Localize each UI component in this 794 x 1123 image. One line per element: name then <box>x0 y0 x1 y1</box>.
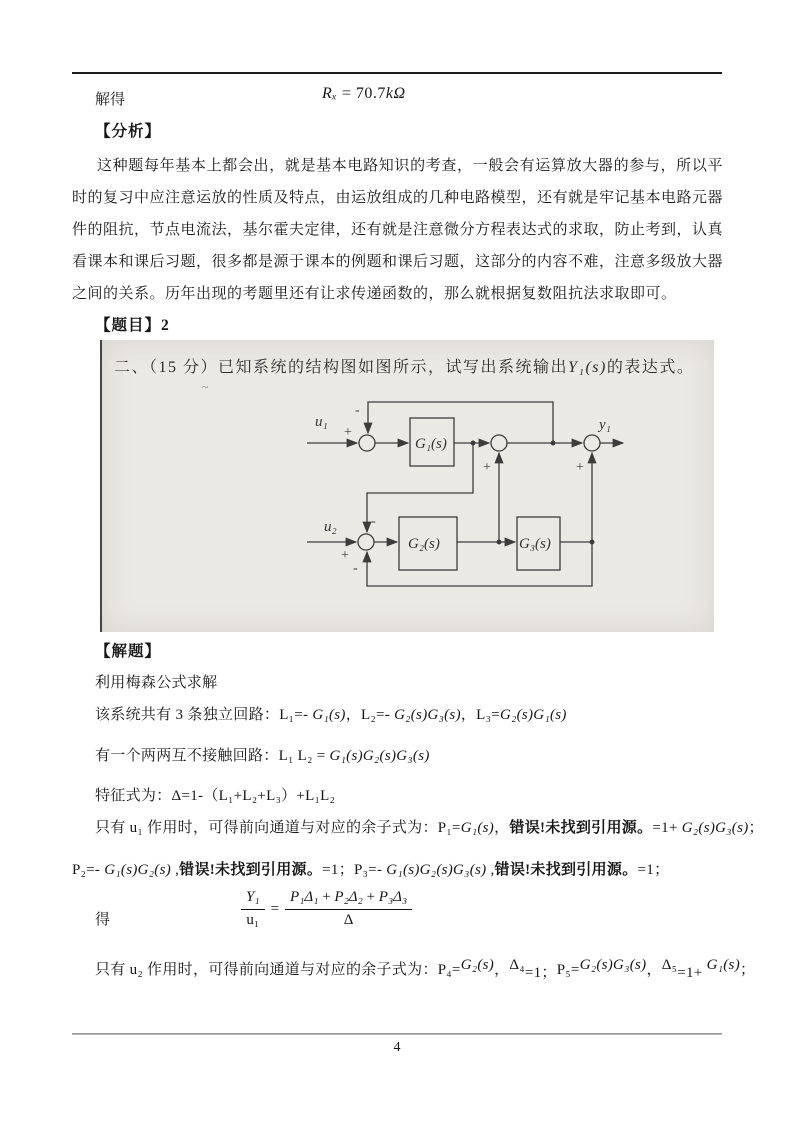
sum1-minus-sign: - <box>355 403 360 418</box>
scanned-figure <box>100 340 714 632</box>
u2-label: u₂ <box>324 519 337 535</box>
g3-label: G₃(s) <box>519 536 551 552</box>
sum2-plus-sign: + <box>483 460 491 475</box>
rhs-numerator: P₁Δ₁ + P₂Δ₂ + P₃Δ₃ <box>285 889 412 910</box>
sum4-minus-bottom-sign: - <box>353 561 358 576</box>
rhs-fraction <box>285 889 412 929</box>
nontouching-loops-line: 有一个两两互不接触回路：L₁ L₂ = G₁(s)G₂(s)G₃(s) <box>95 748 430 764</box>
loops-line: 该系统共有 3 条独立回路：L₁=- G₁(s)，L₂=- G₂(s)G₃(s)，L₃=G₂(s)G₁(s) <box>95 707 567 723</box>
masons-formula <box>237 889 416 929</box>
exam-question-text: 二、（15 分）已知系统的结构图如图所示，试写出系统输出Y₁(s)的表达式。 <box>114 359 695 376</box>
scan-artifact: ~ <box>202 380 209 394</box>
method-line: 利用梅森公式求解 <box>95 675 218 691</box>
footer-rule <box>72 1033 722 1035</box>
g2-label: G₂(s) <box>408 536 440 552</box>
block-diagram <box>102 390 714 632</box>
top-feedback-line <box>368 402 553 443</box>
solution-heading: 【解题】 <box>95 643 162 660</box>
p2-p3-line: P₂=- G₁(s)G₂(s) ,错误!未找到引用源。=1；P₃=- G₁(s)G₂(s)G₃(s) ,错误!未找到引用源。=1； <box>72 862 670 878</box>
solve-label: 解得 <box>95 92 126 108</box>
y1-label: y₁ <box>599 417 611 433</box>
page-number: 4 <box>393 1040 401 1055</box>
pickoff-dot-after-g2 <box>497 540 501 544</box>
sum4-plus-sign: + <box>341 548 349 563</box>
sum-junction-3 <box>584 435 600 451</box>
bottom-feedback-line <box>367 542 592 586</box>
sum-junction-1 <box>359 435 375 451</box>
g1-label: G₁(s) <box>415 436 447 452</box>
sum-junction-2 <box>491 435 507 451</box>
derive-label: 得 <box>95 912 111 928</box>
sum-junction-4 <box>358 534 374 550</box>
sum4-minus-top-sign: - <box>371 514 376 529</box>
u2-case-line: 只有 u₂ 作用时，可得前向通道与对应的余子式为：P₄=G₂(s)，Δ₄=1；P₅=G₂(s)G₃(s)，Δ₅=1+ G₁(s)； <box>95 957 756 981</box>
u1-case-line: 只有 u₁ 作用时，可得前向通道与对应的余子式为：P₁=G₁(s)，错误!未找到引用源。=1+ G₂(s)G₃(s)； <box>95 820 764 836</box>
pickoff-dot-after-g3 <box>590 540 594 544</box>
resistance-formula: Rₓ = 70.7kΩ <box>322 85 406 102</box>
sum3-plus-sign: + <box>576 460 584 475</box>
characteristic-line: 特征式为：Δ=1-（L₁+L₂+L₃）+L₁L₂ <box>95 788 336 804</box>
lhs-fraction <box>241 889 265 929</box>
lhs-numerator: Y₁ <box>241 889 265 910</box>
analysis-heading: 【分析】 <box>95 123 162 140</box>
lhs-denominator: u₁ <box>246 912 260 928</box>
pickoff-dot-top-feedback <box>551 441 555 445</box>
sum1-plus-sign: + <box>344 425 352 440</box>
pickoff-dot-after-g1 <box>471 441 475 445</box>
equals-sign: = <box>270 900 280 917</box>
problem-heading: 【题目】2 <box>95 317 170 334</box>
rhs-denominator: Δ <box>343 912 354 928</box>
u1-label: u₁ <box>315 414 328 430</box>
header-rule <box>72 72 722 74</box>
analysis-paragraph: 这种题每年基本上都会出，就是基本电路知识的考查，一般会有运算放大器的参与，所以平时的复习中应注意运放的性质及特点，由运放组成的几种电路模型，还有就是牢记基本电路元器件的阻抗，节点电流法，基尔霍夫定律，还有就是注意微分方程表达式的求取，防止考到，认真看课本和课后习题，很多都是源于课本的例题和课后习题，这部分的内容不难，注意多级放大器之间的关系。历年出现的考题里还有让求传递函数的，那么就根据复数阻抗法求取即可。 <box>72 158 724 302</box>
